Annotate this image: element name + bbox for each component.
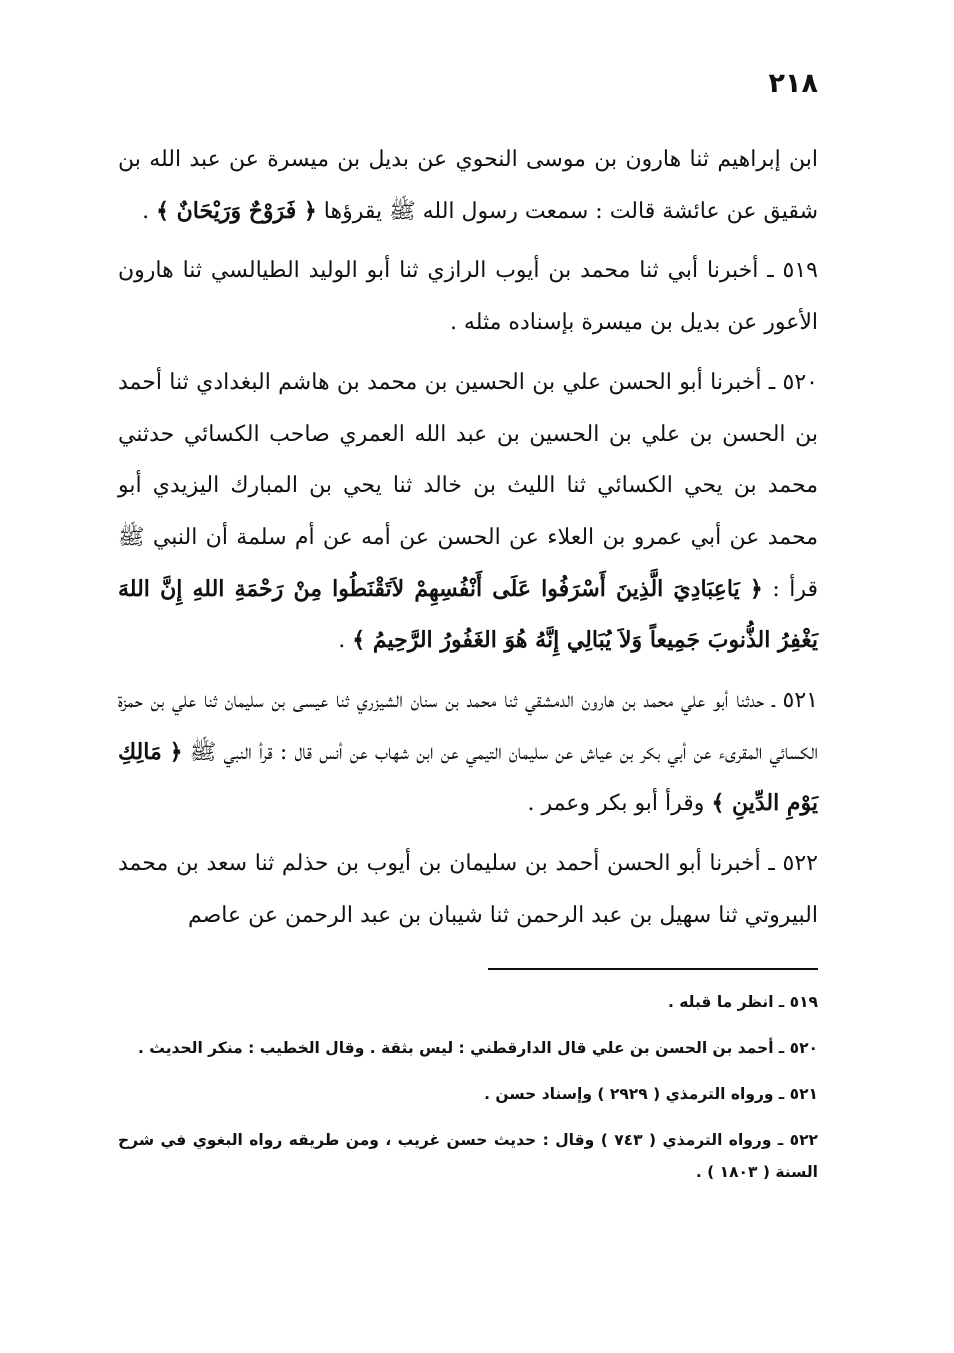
paragraph-text: ابن إبراهيم ثنا هارون بن موسى النحوي عن بديل بن ميسرة عن عبد الله بن شقيق عن عائشة قالت : سمعت رسول الله ﷺ يقرؤها (118, 147, 818, 224)
paragraph (118, 675, 818, 830)
footnotes (118, 986, 818, 1188)
paragraph-text: ٥٢٢ ـ أخبرنا أبو الحسن أحمد بن سليمان بن أيوب بن حذلم ثنا سعد بن محمد البيروتي ثنا سهيل بن عبد الرحمن ثنا شيبان بن عبد الرحمن عن عاصم (118, 851, 818, 928)
paragraph-text: ٥٢١ ـ حدثنا أبو علي محمد بن هارون الدمشقي ثنا محمد بن سنان الشيزري ثنا عيسى بن سليمان ثنا علي بن حمزة الكسائي المقرىء عن أبي بكر بن عياش عن سليمان التيمي عن ابن شهاب عن أنس قال : قرأ النبي ﷺ (118, 688, 819, 765)
paragraph-text: ٥١٩ ـ أخبرنا أبي ثنا محمد بن أيوب الرازي ثنا أبو الوليد الطيالسي ثنا هارون الأعور عن بديل بن ميسرة بإسناده مثله . (118, 258, 818, 336)
quran-quote: ﴿ فَرَوْحٌ وَرَيْحَانٌ ﴾ (156, 197, 317, 224)
footnote: ٥١٩ ـ انظر ما قبله . (667, 992, 818, 1011)
body-text (118, 134, 818, 942)
footnote: ٥٢١ ـ ورواه الترمذي ( ٢٩٢٩ ) وإسناد حسن . (484, 1084, 818, 1103)
footnote-divider (488, 968, 818, 970)
paragraph (118, 838, 818, 941)
footnote: ٥٢٢ ـ ورواه الترمذي ( ٧٤٣ ) وقال : حديث حسن غريب ، ومن طريقه رواه البغوي في شرح السنة ( ١٨٠٣ ) . (118, 1130, 818, 1181)
document-page (118, 60, 818, 1202)
paragraph-text: ٥٢٠ ـ أخبرنا أبو الحسن علي بن الحسين بن محمد بن هاشم البغدادي ثنا أحمد بن الحسن بن علي بن الحسين بن عبد الله العمري صاحب الكسائي حدثني محمد بن يحي الكسائي ثنا الليث بن خالد ثنا يحي بن المبارك اليزيدي أبو محمد عن أبي عمرو بن العلاء عن الحسن عن أمه عن أم سلمة أن النبي ﷺ قرأ : (118, 369, 819, 602)
paragraph (118, 134, 818, 237)
quran-quote: ﴿ يَاعِبَادِيَ الَّذِينَ أَسْرَفُوا عَلَى أَنْفُسِهِمْ لاَتَقْنَطُوا مِنْ رَحْمَةِ اللهِ إِنَّ اللهَ يَغْفِرُ الذُّنوبَ جَمِيعاً وَلاَ يُبَالِي إِنَّهُ هُوَ الغَفُورُ الرَّحِيمُ ﴾ (118, 575, 818, 654)
paragraph-text: . (338, 628, 353, 654)
page-number: ٢١٨ (768, 68, 818, 99)
footnote: ٥٢٠ ـ أحمد بن الحسن بن علي قال الدارقطني : ليس بثقة . وقال الخطيب : منكر الحديث . (138, 1038, 818, 1057)
quran-quote: ﴿ مَالِكِ يَوْمِ الدِّينِ ﴾ (118, 738, 818, 817)
paragraph (118, 357, 818, 667)
paragraph-text: وقرأ أبو بكر وعمر . (527, 791, 712, 817)
paragraph-text: . (142, 198, 157, 224)
paragraph (118, 245, 818, 348)
